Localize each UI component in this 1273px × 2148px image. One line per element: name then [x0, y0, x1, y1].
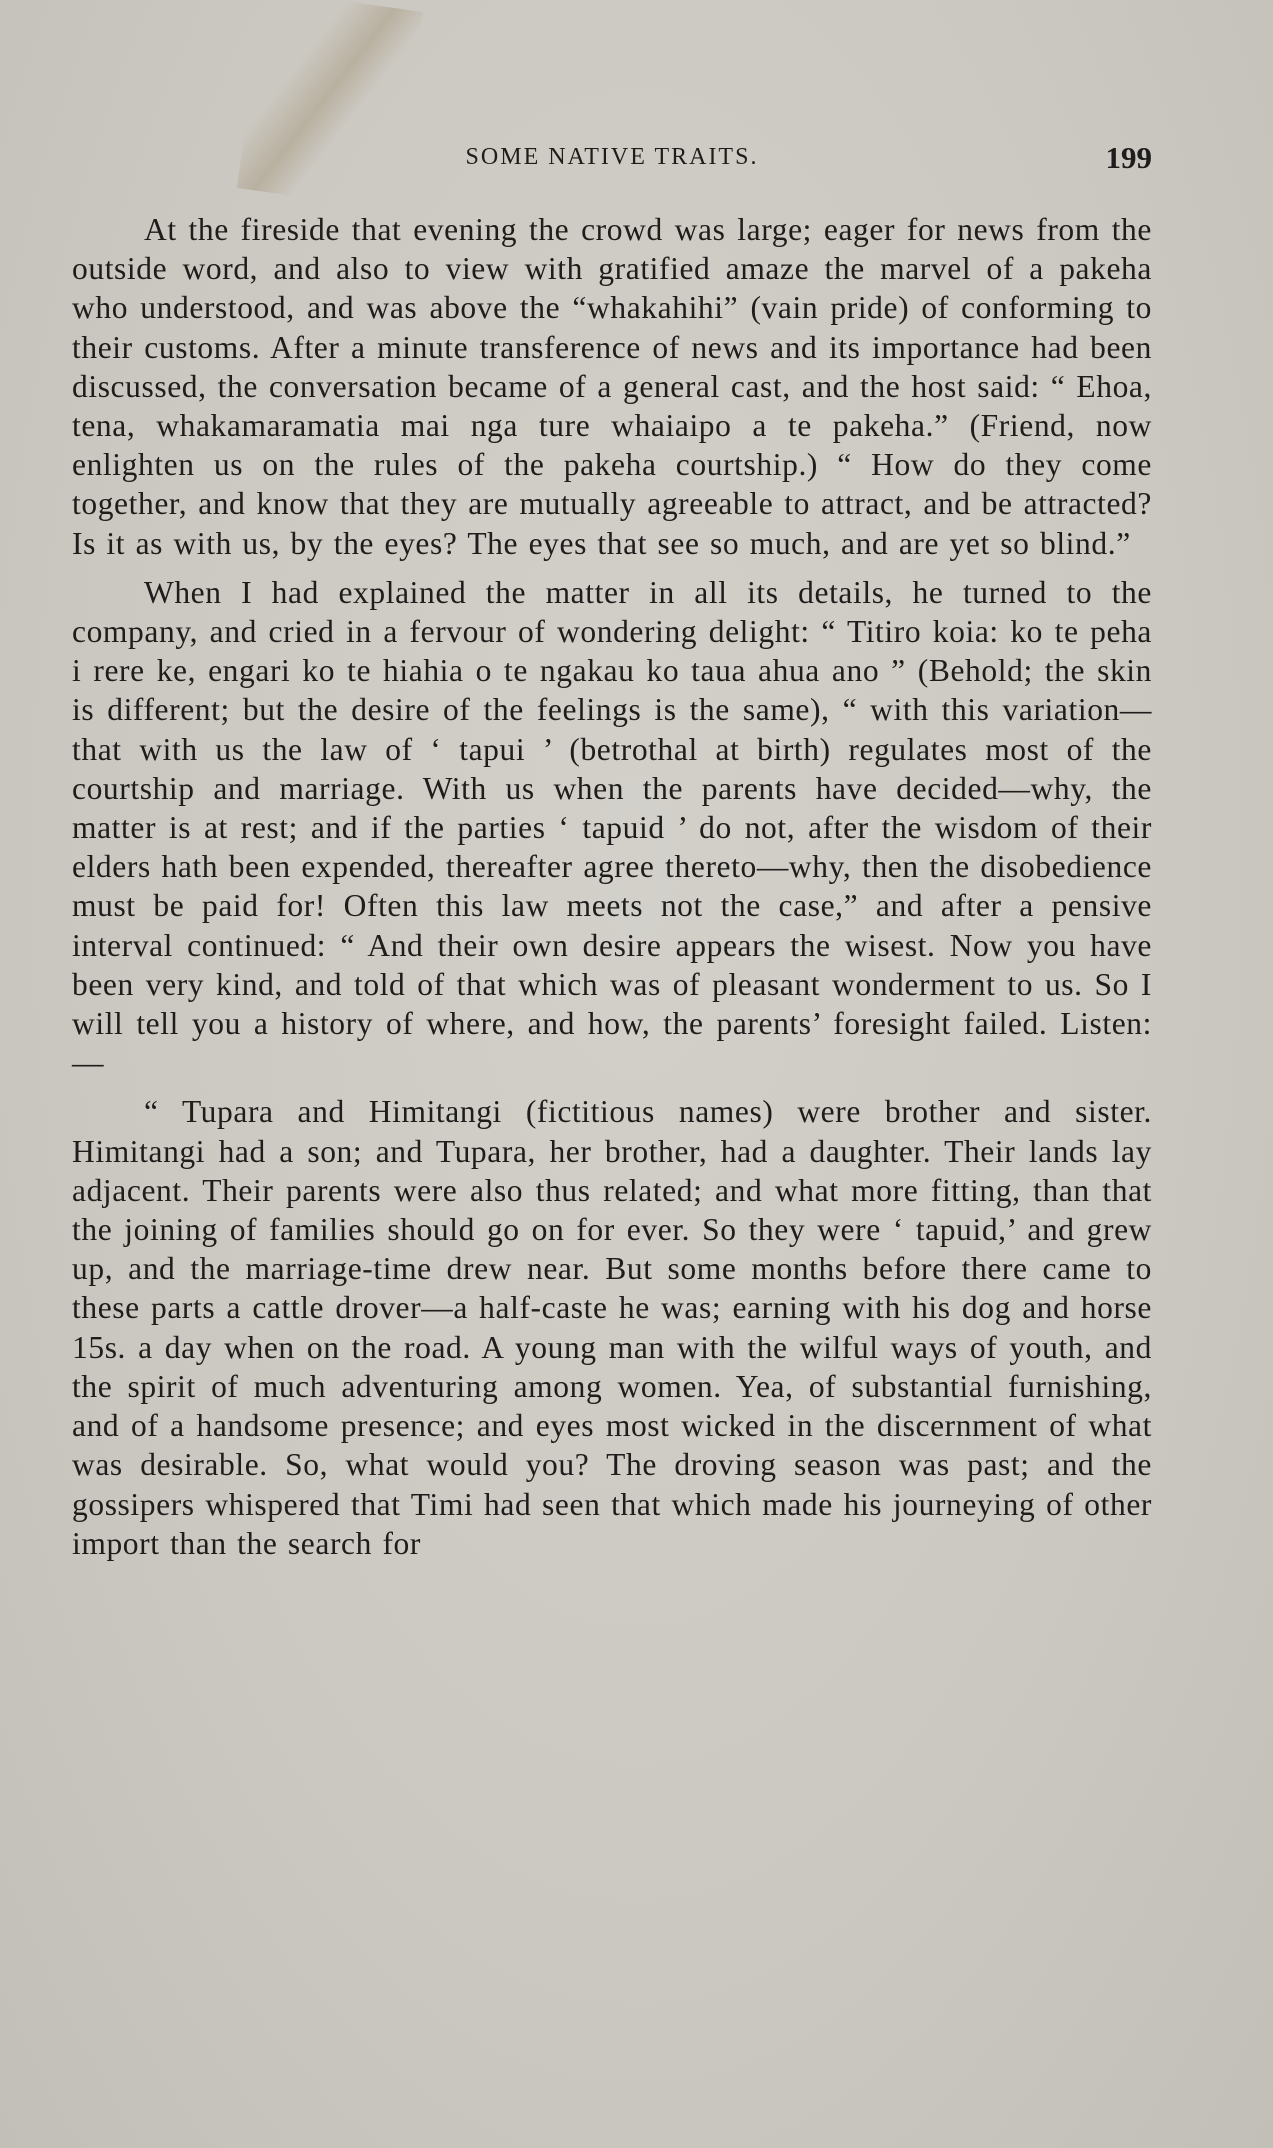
running-title: SOME NATIVE TRAITS. [465, 144, 759, 170]
paragraph-2: When I had explained the matter in all its details, he turned to the company, and cried in a fervour of wondering delight: “ Titiro koia: ko te peha i rere ke, engari ko te hiahia o te ngakau ko taua ahua ano ” (Behold; the skin is different; but the desire of the feelings is the same), “ with this variation—that with us the law of ‘ tapui ’ (betrothal at birth) regulates most of the courtship and marriage. With us when the parents have decided—why, the matter is at rest; and if the parties ‘ tapuid ’ do not, after the wisdom of their elders hath been expended, thereafter agree thereto—why, then the disobedience must be paid for! Often this law meets not the case,” and after a pensive interval continued: “ And their own desire appears the wisest. Now you have been very kind, and told of that which was of pleasant wonderment to us. So I will tell you a history of where, and how, the parents’ foresight failed. Listen:— [72, 574, 1152, 1081]
body-text [72, 210, 1152, 1573]
paragraph-1: At the fireside that evening the crowd was large; eager for news from the outside word, and also to view with gratified amaze the marvel of a pakeha who understood, and was above the “whakahihi” (vain pride) of conforming to their customs. After a minute transference of news and its importance had been discussed, the conversation became of a general cast, and the host said: “ Ehoa, tena, whakamaramatia mai nga ture whaiaipo a te pakeha.” (Friend, now enlighten us on the rules of the pakeha courtship.) “ How do they come together, and know that they are mutually agreeable to attract, and be attracted? Is it as with us, by the eyes? The eyes that see so much, and are yet so blind.” [72, 212, 1152, 561]
page-header [72, 140, 1152, 180]
paragraph-3: “ Tupara and Himitangi (fictitious names) were brother and sister. Himitangi had a son; and Tupara, her brother, had a daughter. Their lands lay adjacent. Their parents were also thus related; and what more fitting, than that the joining of families should go on for ever. So they were ‘ tapuid,’ and grew up, and the marriage-time drew near. But some months before there came to these parts a cattle drover—a half-caste he was; earning with his dog and horse 15s. a day when on the road. A young man with the wilful ways of youth, and the spirit of much adventuring among women. Yea, of substantial furnishing, and of a handsome presence; and eyes most wicked in the discernment of what was desirable. So, what would you? The droving season was past; and the gossipers whispered that Timi had seen that which made his journeying of other import than the search for [72, 1094, 1152, 1561]
page-number: 199 [1105, 140, 1152, 175]
